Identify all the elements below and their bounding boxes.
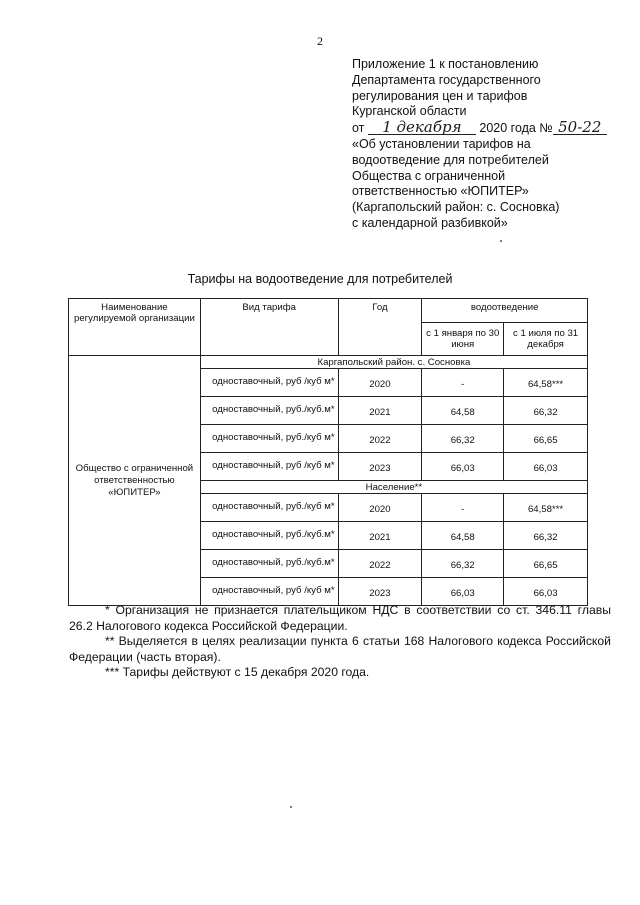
page-number: 2 [317,34,323,48]
tariff-h1: 66,32 [422,425,504,453]
organization-name: Общество с ограниченной ответственностью «ЮПИТЕР» [69,356,201,606]
footnote-3: *** Тарифы действуют с 15 декабря 2020 года. [105,665,370,679]
tariff-h1: - [422,369,504,397]
tariff-year: 2020 [338,369,422,397]
tariff-h1: 64,58 [422,522,504,550]
appendix-line: с календарной разбивкой» [352,215,508,230]
tariff-h2: 66,32 [504,397,588,425]
tariff-type: одноставочный, руб./куб м* [200,494,338,522]
tariff-h1: 64,58 [422,397,504,425]
tariff-h1: 66,32 [422,550,504,578]
tariff-h2: 64,58*** [504,369,588,397]
appendix-line: (Каргапольский район: с. Сосновка) [352,200,560,215]
tariff-h2: 64,58*** [504,494,588,522]
tariff-h1: 66,03 [422,453,504,481]
tariff-type: одноставочный, руб./куб.м* [200,522,338,550]
tariff-h2: 66,03 [504,453,588,481]
tariff-year: 2020 [338,494,422,522]
tariff-h1: 66,03 [422,578,504,606]
tariff-year: 2022 [338,425,422,453]
appendix-line: Департамента государственного [352,72,541,87]
header-period-1: с 1 января по 30 июня [422,323,504,356]
header-org: Наименование регулируемой организации [69,299,201,356]
section-title: Население** [200,481,587,494]
tariff-year: 2023 [338,453,422,481]
handwritten-number: 50-22 [553,120,607,135]
date-prefix: от [352,121,365,136]
appendix-date-line [352,120,622,137]
tariff-type: одноставочный, руб /куб м* [200,578,338,606]
appendix-header [352,57,622,232]
tariff-year: 2021 [338,522,422,550]
appendix-line: Общества с ограниченной [352,168,506,183]
tariff-type: одноставочный, руб./куб.м* [200,397,338,425]
handwritten-date: 1 декабря [368,120,476,135]
appendix-line: регулирования цен и тарифов [352,88,528,103]
footnote-1: * Организация не признается плательщиком НДС в соответствии со ст. 346.11 главы 26.2 Налогового кодекса Российской Федерации. [69,603,611,633]
appendix-line: Курганской области [352,104,467,119]
header-type: Вид тарифа [200,299,338,356]
tariff-type: одноставочный, руб /куб м* [200,369,338,397]
footnote-2: ** Выделяется в целях реализации пункта 6 статьи 168 Налогового кодекса Российской Федерации (часть вторая). [69,634,611,664]
header-year: Год [338,299,422,356]
scan-speck [500,240,502,242]
tariff-h2: 66,65 [504,550,588,578]
appendix-line: «Об установлении тарифов на [352,136,531,151]
tariff-type: одноставочный, руб./куб м* [200,425,338,453]
appendix-line: водоотведение для потребителей [352,152,549,167]
tariff-h2: 66,32 [504,522,588,550]
year-text: 2020 года № [479,121,553,136]
tariff-type: одноставочный, руб./куб.м* [200,550,338,578]
footnotes [69,603,611,681]
tariff-year: 2021 [338,397,422,425]
tariff-h2: 66,03 [504,578,588,606]
tariff-year: 2023 [338,578,422,606]
tariff-table [68,298,588,606]
table-title: Тарифы на водоотведение для потребителей [187,272,453,286]
appendix-line: ответственностью «ЮПИТЕР» [352,184,529,199]
header-period-2: с 1 июля по 31 декабря [504,323,588,356]
tariff-year: 2022 [338,550,422,578]
tariff-type: одноставочный, руб /куб м* [200,453,338,481]
tariff-h1: - [422,494,504,522]
tariff-h2: 66,65 [504,425,588,453]
scan-speck [290,806,292,808]
appendix-line: Приложение 1 к постановлению [352,57,539,71]
header-service: водоотведение [422,299,588,323]
section-title: Каргапольский район. с. Сосновка [200,356,587,369]
